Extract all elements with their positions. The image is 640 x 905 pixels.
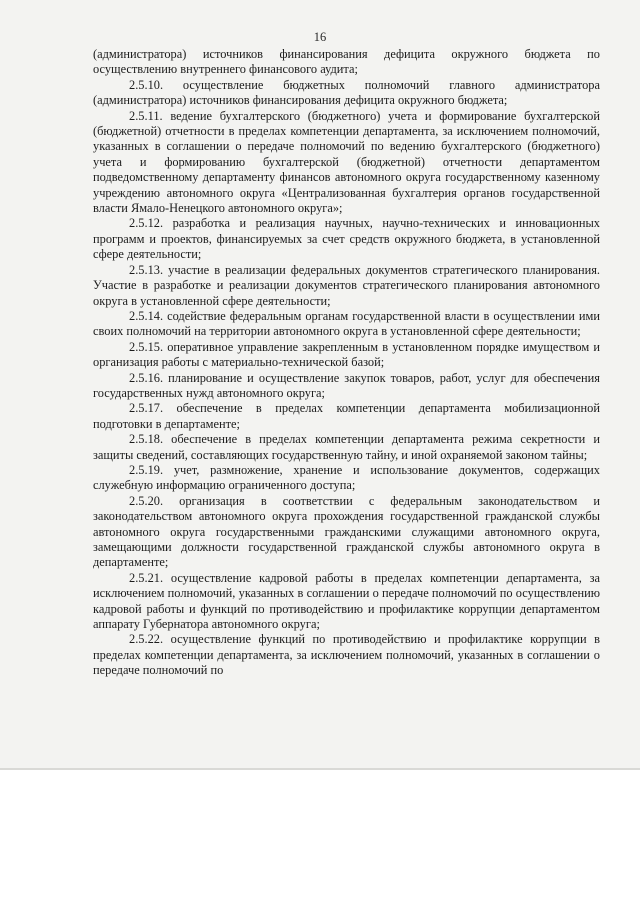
paragraph-2-5-20: 2.5.20. организация в соответствии с федеральным законодательством и законодательством автономного округа прохождения государственной гражданской службы автономного округа государственными гражданскими служащими автономного округа, замещающими должности государственной гражданской службы автономного округа в департаменте; bbox=[93, 493, 600, 570]
paragraph-2-5-15: 2.5.15. оперативное управление закрепленным в установленном порядке имуществом и организация работы с материально-технической базой; bbox=[93, 339, 600, 370]
paragraph-2-5-16: 2.5.16. планирование и осуществление закупок товаров, работ, услуг для обеспечения государственных нужд автономного округа; bbox=[93, 370, 600, 400]
paragraph-2-5-22: 2.5.22. осуществление функций по противодействию и профилактике коррупции в пределах компетенции департамента, за исключением полномочий, указанных в соглашении о передаче полномочий по bbox=[93, 632, 600, 678]
paragraph-2-5-13: 2.5.13. участие в реализации федеральных документов стратегического планирования. Участие в разработке и реализации документов стратегического планирования автономного округа в установленной сфере деятельности; bbox=[93, 262, 600, 308]
paragraph-2-5-17: 2.5.17. обеспечение в пределах компетенции департамента мобилизационной подготовки в департаменте; bbox=[93, 401, 600, 431]
paragraph-2-5-19: 2.5.19. учет, размножение, хранение и использование документов, содержащих служебную информацию ограниченного доступа; bbox=[93, 462, 600, 493]
paragraph-2-5-14: 2.5.14. содействие федеральным органам государственной власти в осуществлении ими своих полномочий на территории автономного округа в установленной сфере деятельности; bbox=[93, 308, 600, 339]
paragraph-continued: (администратора) источников финансирования дефицита окружного бюджета по осуществлению внутреннего финансового аудита; bbox=[93, 47, 600, 77]
document-body bbox=[93, 47, 600, 679]
page-number: 16 bbox=[313, 30, 327, 44]
paragraph-2-5-18: 2.5.18. обеспечение в пределах компетенции департамента режима секретности и защиты сведений, составляющих государственную тайну, и иной охраняемой законом тайны; bbox=[93, 432, 600, 462]
paragraph-2-5-21: 2.5.21. осуществление кадровой работы в пределах компетенции департамента, за исключением полномочий, указанных в соглашении о передаче полномочий по осуществлению кадровой работы и функций по противодействию и профилактике коррупции департаментом аппарату Губернатора автономного округа; bbox=[93, 570, 600, 632]
paragraph-2-5-10: 2.5.10. осуществление бюджетных полномочий главного администратора (администратора) источников финансирования дефицита окружного бюджета; bbox=[93, 77, 600, 108]
paragraph-2-5-11: 2.5.11. ведение бухгалтерского (бюджетного) учета и формирование бухгалтерской (бюджетной) отчетности в пределах компетенции департамента, за исключением полномочий, указанных в соглашении о передаче полномочий по ведению бухгалтерского (бюджетного) учета и формированию бухгалтерской (бюджетной) отчетности департаментом подведомственному департаменту финансов автономного округа государственному казенному учреждению автономного округа «Централизованная бухгалтерия органов государственной власти Ямало-Ненецкого автономного округа»; bbox=[93, 108, 600, 216]
paragraph-2-5-12: 2.5.12. разработка и реализация научных, научно-технических и инновационных программ и проектов, финансируемых за счет средств окружного бюджета, в установленной сфере деятельности; bbox=[93, 216, 600, 262]
